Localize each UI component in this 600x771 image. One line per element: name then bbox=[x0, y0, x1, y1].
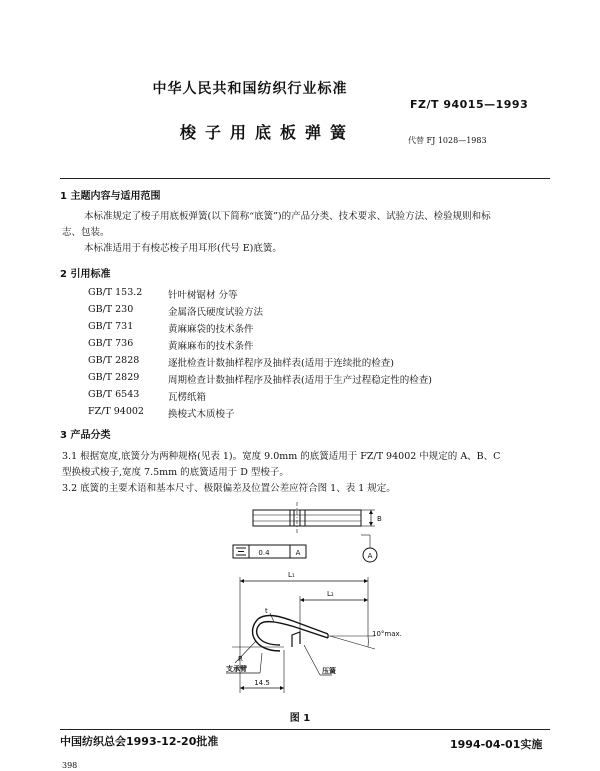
standard-number: FZ/T 94015—1993 bbox=[410, 98, 529, 111]
reference-item: GB/T 2828 逐批检查计数抽样程序及抽样表(适用于连续批的检查) bbox=[88, 355, 394, 369]
figure-1-drawing bbox=[180, 495, 430, 705]
support-arm-label: 支承臂 bbox=[226, 665, 247, 673]
angle-label: 10°max. bbox=[372, 630, 402, 638]
dim-L2-label: L₂ bbox=[327, 590, 334, 598]
effective-date: 1994-04-01实施 bbox=[450, 738, 543, 751]
reference-item: GB/T 731 黄麻麻袋的技术条件 bbox=[88, 321, 254, 335]
section1-para1-line2: 志、包装。 bbox=[62, 227, 110, 238]
reference-item: GB/T 6543 瓦楞纸箱 bbox=[88, 389, 207, 403]
dim-L1-label: L₁ bbox=[288, 571, 295, 579]
header-rule bbox=[60, 178, 550, 179]
org-title: 中华人民共和国纺织行业标准 bbox=[152, 81, 348, 97]
side-view bbox=[226, 577, 375, 693]
section1-heading: 1 主题内容与适用范围 bbox=[60, 191, 161, 202]
reference-item: GB/T 153.2 针叶树锯材 分等 bbox=[88, 287, 238, 301]
dim-t-label: t bbox=[265, 607, 268, 615]
section1-para2: 本标准适用于有梭芯梭子用耳形(代号 E)底簧。 bbox=[84, 243, 282, 254]
section1-para1-line1: 本标准规定了梭子用底板弹簧(以下简称“底簧”)的产品分类、技术要求、试验方法、检验规则和标 bbox=[84, 211, 491, 222]
section3-heading: 3 产品分类 bbox=[60, 430, 111, 441]
approval-date: 中国纺织总会1993-12-20批准 bbox=[60, 735, 219, 748]
tolerance-value: 0.4 bbox=[258, 549, 270, 557]
clause-3-2: 3.2 底簧的主要术语和基本尺寸、极限偏差及位置公差应符合图 1、表 1 规定。 bbox=[62, 483, 396, 494]
document-title: 梭子用底板弹簧 bbox=[180, 123, 356, 142]
figure-caption: 图 1 bbox=[289, 713, 311, 724]
reference-item: GB/T 230 金属洛氏硬度试验方法 bbox=[88, 304, 264, 318]
replaces-standard: 代替 FJ 1028—1983 bbox=[408, 136, 487, 145]
clause-3-1-line2: 型换梭式梭子,宽度 7.5mm 的底簧适用于 D 型梭子。 bbox=[62, 467, 289, 478]
datum-letter: A bbox=[295, 549, 301, 557]
length-14-5: 14.5 bbox=[254, 679, 270, 687]
reference-item: GB/T 2829 周期检查计数抽样程序及抽样表(适用于生产过程稳定性的检查) bbox=[88, 372, 432, 386]
clause-3-1-line1: 3.1 根据宽度,底簧分为两种规格(见表 1)。宽度 9.0mm 的底簧适用于 FZ/T 94002 中规定的 A、B、C bbox=[62, 451, 501, 462]
page-number: 398 bbox=[62, 761, 78, 770]
reference-item: FZ/T 94002 换梭式木质梭子 bbox=[88, 406, 235, 420]
datum-circle-letter: A bbox=[367, 552, 373, 560]
pressure-spring-label: 压簧 bbox=[322, 667, 336, 675]
section2-heading: 2 引用标准 bbox=[60, 269, 111, 280]
radius-label: R bbox=[238, 655, 243, 663]
reference-item: GB/T 736 黄麻麻布的技术条件 bbox=[88, 338, 254, 352]
top-view bbox=[253, 502, 377, 562]
dim-B-label: B bbox=[377, 515, 382, 523]
footer-rule bbox=[60, 729, 550, 730]
